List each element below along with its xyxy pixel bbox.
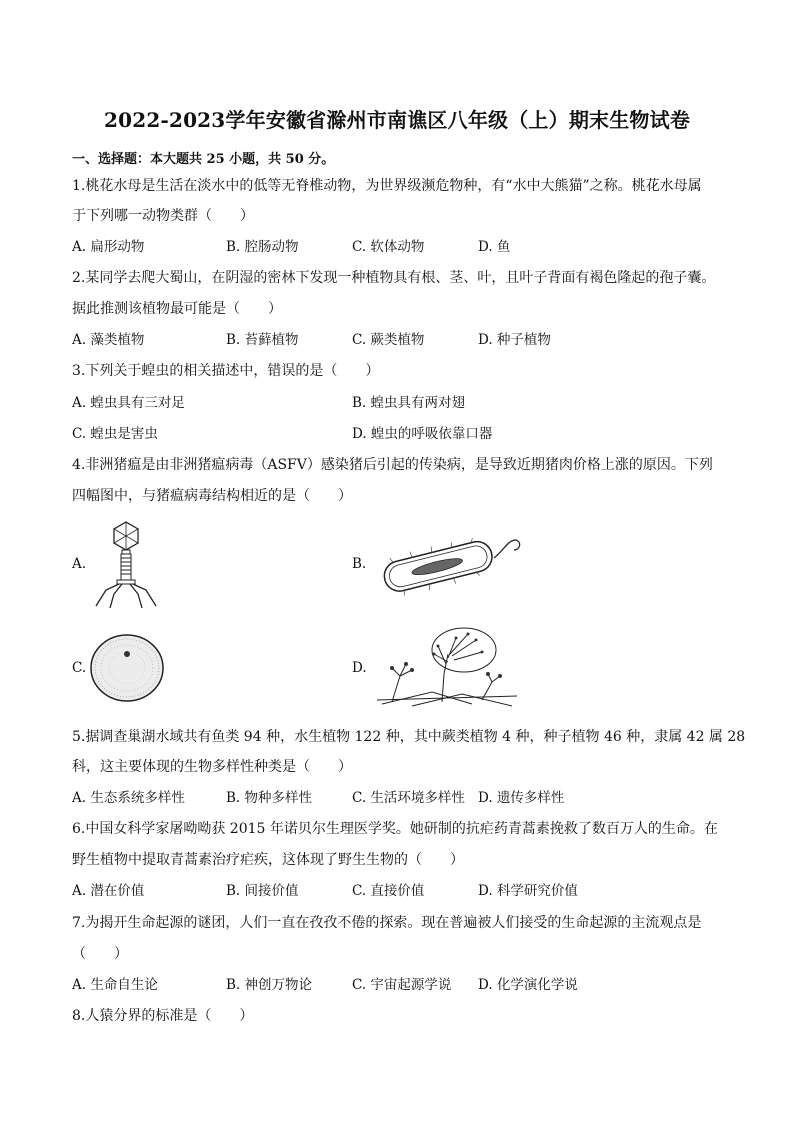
q3-option-d: D. 蝗虫的呼吸依靠口器 (352, 426, 493, 442)
q6-option-d: D. 科学研究价值 (478, 883, 578, 899)
question-7-text: 7.为揭开生命起源的谜团，人们一直在孜孜不倦的探索。现在普遍被人们接受的生命起源的主流观点是 (72, 915, 702, 931)
q6-option-c: C. 直接价值 (352, 883, 425, 899)
question-8-text: 8.人猿分界的标准是（ ） (72, 1008, 254, 1024)
q7-option-d: D. 化学演化学说 (478, 977, 578, 993)
section-heading: 一、选择题：本大题共 25 小题，共 50 分。 (72, 152, 335, 167)
q6-option-b: B. 间接价值 (226, 883, 299, 899)
q4-label-c: C. (72, 660, 87, 676)
q7-option-b: B. 神创万物论 (226, 977, 313, 993)
q5-option-c: C. 生活环境多样性 (352, 790, 465, 806)
q5-option-b: B. 物种多样性 (226, 790, 313, 806)
question-4-text-cont: 四幅图中，与猪瘟病毒结构相近的是（ ） (72, 488, 352, 504)
q7-option-a: A. 生命自生论 (72, 977, 158, 993)
q2-option-c: C. 蕨类植物 (352, 332, 425, 348)
question-2-text-cont: 据此推测该植物最可能是（ ） (72, 301, 282, 317)
question-6-text: 6.中国女科学家屠呦呦获 2015 年诺贝尔生理医学奖。她研制的抗疟药青蒿素挽救了数百万人的生命。在 (72, 821, 718, 837)
q2-option-a: A. 藻类植物 (72, 332, 145, 348)
cell-image (88, 632, 166, 704)
q4-label-a: A. (72, 556, 87, 572)
question-2-text: 2.某同学去爬大蜀山，在阴湿的密林下发现一种植物具有根、茎、叶，且叶子背面有褐色隆起的孢子囊。 (72, 270, 716, 286)
question-3-text: 3.下列关于蝗虫的相关描述中，错误的是（ ） (72, 363, 380, 379)
q5-option-d: D. 遗传多样性 (478, 790, 565, 806)
q1-option-a: A. 扁形动物 (72, 239, 145, 255)
q1-option-d: D. 鱼 (478, 239, 511, 255)
q1-option-b: B. 腔肠动物 (226, 239, 299, 255)
q5-option-a: A. 生态系统多样性 (72, 790, 185, 806)
question-5-text-cont: 科，这主要体现的生物多样性种类是（ ） (72, 759, 352, 775)
q6-option-a: A. 潜在价值 (72, 883, 145, 899)
q7-option-c: C. 宇宙起源学说 (352, 977, 452, 993)
question-6-text-cont: 野生植物中提取青蒿素治疗疟疾，这体现了野生生物的（ ） (72, 852, 464, 868)
question-1-text: 1.桃花水母是生活在淡水中的低等无脊椎动物，为世界级濒危物种，有“水中大熊猫”之称。桃花水母属 (72, 178, 702, 194)
question-1-text-cont: 于下列哪一动物类群（ ） (72, 208, 254, 224)
question-4-text: 4.非洲猪瘟是由非洲猪瘟病毒（ASFV）感染猪后引起的传染病，是导致近期猪肉价格上涨的原因。下列 (72, 457, 713, 473)
q4-label-b: B. (352, 556, 367, 572)
question-7-text-cont: （ ） (72, 946, 128, 962)
bacterium-image (376, 530, 522, 600)
q2-option-b: B. 苔藓植物 (226, 332, 299, 348)
q4-label-d: D. (352, 660, 367, 676)
mold-image (372, 624, 522, 708)
page-title: 2022-2023学年安徽省滁州市南谯区八年级（上）期末生物试卷 (103, 108, 691, 132)
q2-option-d: D. 种子植物 (478, 332, 551, 348)
question-5-text: 5.据调查巢湖水域共有鱼类 94 种，水生植物 122 种，其中蕨类植物 4 种，种子植物 46 种，隶属 42 属 28 (72, 729, 746, 745)
q3-option-a: A. 蝗虫具有三对足 (72, 395, 185, 411)
q1-option-c: C. 软体动物 (352, 239, 425, 255)
q3-option-c: C. 蝗虫是害虫 (72, 426, 158, 442)
q3-option-b: B. 蝗虫具有两对翅 (352, 395, 466, 411)
bacteriophage-image (86, 518, 166, 610)
